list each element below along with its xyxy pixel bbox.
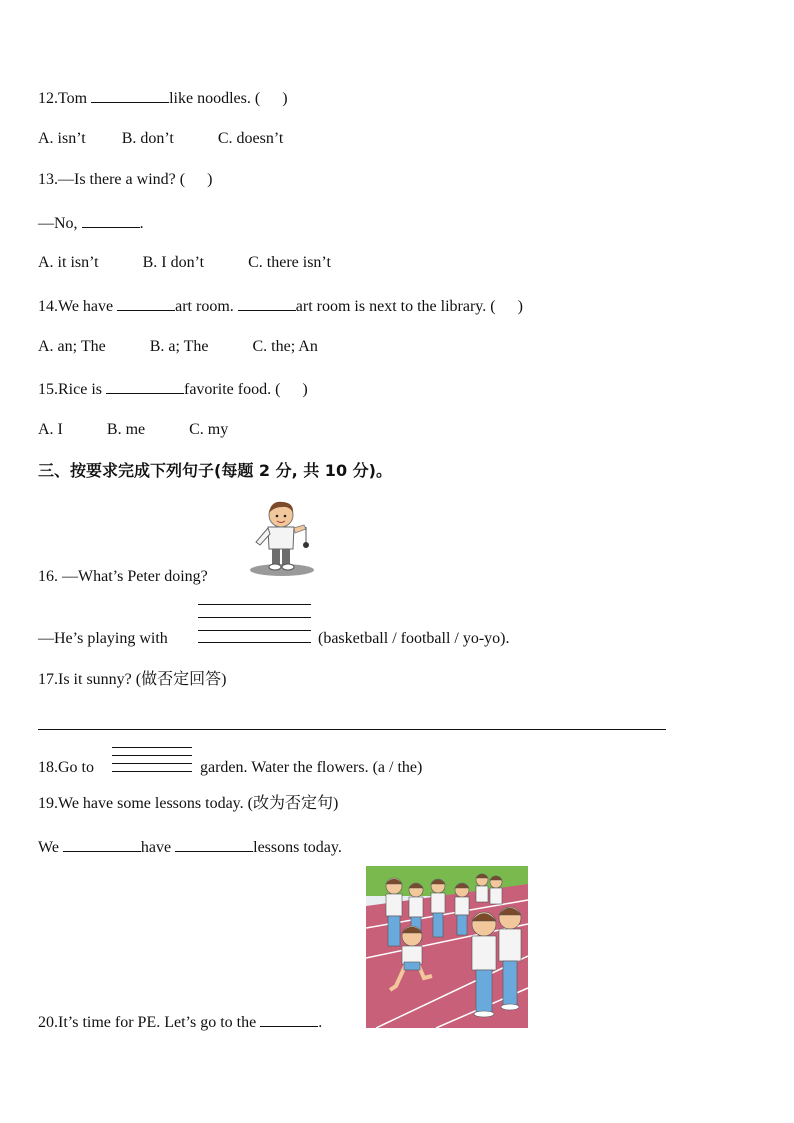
- option-a[interactable]: A. it isn’t: [38, 254, 99, 271]
- question-15-options: [38, 420, 228, 440]
- option-c[interactable]: C. doesn’t: [217, 130, 284, 147]
- question-14-options: [38, 337, 318, 357]
- answer-blank-2[interactable]: [238, 295, 296, 311]
- question-13: 13.—Is there a wind? ( ): [38, 171, 213, 188]
- answer-blank[interactable]: [260, 1011, 318, 1027]
- option-c[interactable]: C. the; An: [252, 338, 318, 355]
- question-18-rest: garden. Water the flowers. (a / the): [200, 759, 423, 776]
- question-18: 18.Go to: [38, 759, 94, 776]
- answer-blank[interactable]: [91, 87, 169, 103]
- option-a[interactable]: A. isn’t: [38, 130, 86, 147]
- question-15: 15.Rice is favorite food. ( ): [38, 378, 308, 400]
- question-13-answer-line: —No, .: [38, 212, 144, 234]
- question-14: 14.We have art room. art room is next to the library. ( ): [38, 295, 523, 317]
- answer-blank-1[interactable]: [117, 295, 175, 311]
- question-19-answer: We have lessons today.: [38, 836, 342, 858]
- question-12-options: [38, 129, 283, 149]
- option-a[interactable]: A. I: [38, 421, 63, 438]
- question-20: 20.It’s time for PE. Let’s go to the .: [38, 1011, 322, 1033]
- question-19: 19.We have some lessons today. (改为否定句): [38, 795, 339, 812]
- question-17: 17.Is it sunny? (做否定回答): [38, 671, 227, 688]
- option-b[interactable]: B. I don’t: [142, 254, 205, 271]
- question-13-options: [38, 253, 331, 273]
- boy-yoyo-illustration: [246, 497, 318, 579]
- question-16-answer: —He’s playing with: [38, 630, 168, 647]
- answer-blank-2[interactable]: [175, 836, 253, 852]
- option-c[interactable]: C. my: [189, 421, 229, 438]
- answer-lines-18[interactable]: [112, 747, 192, 773]
- answer-lines-16[interactable]: [198, 604, 311, 644]
- option-c[interactable]: C. there isn’t: [248, 254, 331, 271]
- answer-blank[interactable]: [82, 212, 140, 228]
- section-heading: 三、按要求完成下列句子(每题 2 分, 共 10 分)。: [38, 461, 392, 480]
- answer-blank[interactable]: [106, 378, 184, 394]
- question-16-choices: (basketball / football / yo-yo).: [318, 630, 510, 647]
- question-12: 12.Tom like noodles. ( ): [38, 87, 288, 109]
- answer-blank-1[interactable]: [63, 836, 141, 852]
- option-b[interactable]: B. don’t: [121, 130, 174, 147]
- option-b[interactable]: B. me: [106, 421, 146, 438]
- question-16: 16. —What’s Peter doing?: [38, 568, 208, 585]
- option-b[interactable]: B. a; The: [149, 338, 209, 355]
- option-a[interactable]: A. an; The: [38, 338, 106, 355]
- answer-line-17[interactable]: [38, 729, 666, 730]
- pe-class-illustration: [366, 866, 528, 1028]
